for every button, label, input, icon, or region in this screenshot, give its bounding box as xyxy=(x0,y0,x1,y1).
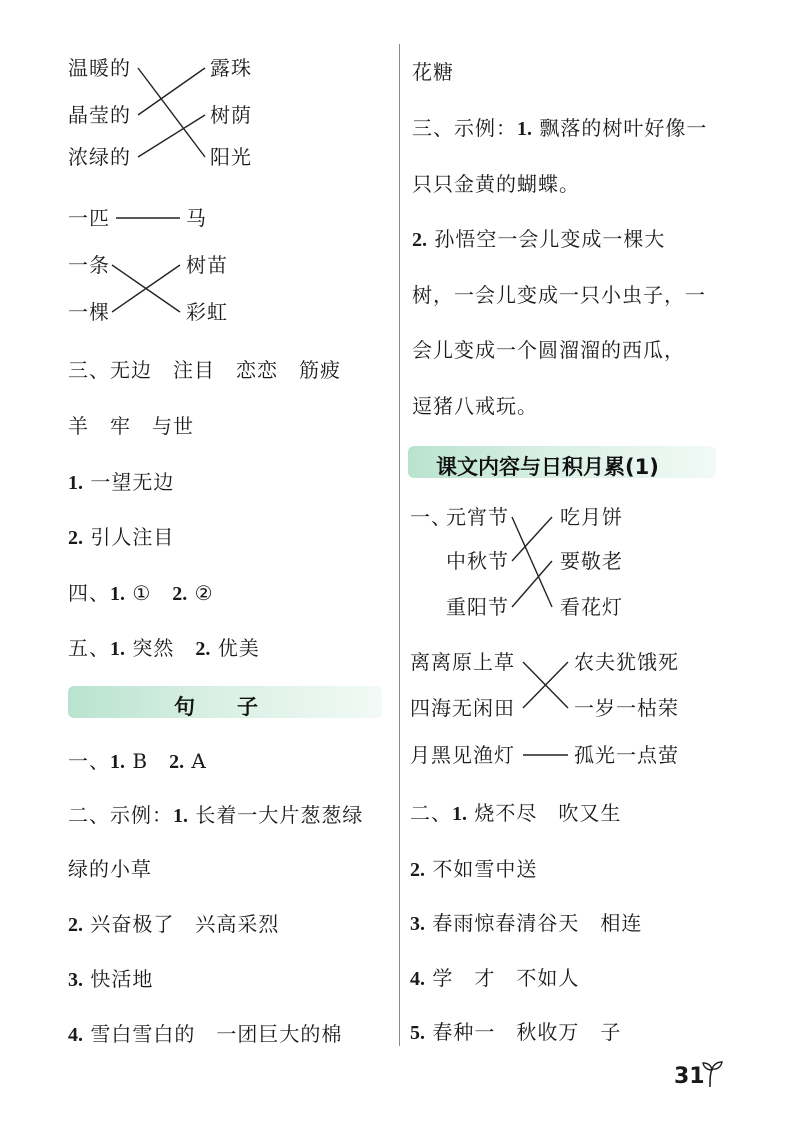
match1-right-3: 阳光 xyxy=(210,145,252,169)
item-number: 3. xyxy=(410,913,425,935)
item-number: 2. xyxy=(169,751,185,773)
banner-title: 句 子 xyxy=(174,695,258,719)
item-text: 春雨惊春清谷天 相连 xyxy=(425,911,643,935)
section-prefix: 三、示例： xyxy=(412,116,517,140)
example-line4: 树，一会儿变成一只小虫子，一 xyxy=(412,283,706,307)
match1-left-1: 温暖的 xyxy=(68,56,131,80)
item-text: 突然 xyxy=(125,636,196,660)
match3-prefix: 一、 xyxy=(410,505,452,529)
section3-item1 xyxy=(68,472,174,493)
item-number: 2. xyxy=(172,583,188,605)
item-number: 4. xyxy=(68,1024,83,1046)
item-number: 2. xyxy=(68,914,83,936)
item-text: 优美 xyxy=(210,636,260,660)
item-number: 1. xyxy=(110,583,125,605)
sentences-q2-item3 xyxy=(68,969,153,990)
sentences-q2-item2 xyxy=(68,914,279,935)
item-text: 兴奋极了 兴高采烈 xyxy=(83,912,280,936)
continuation-text: 花糖 xyxy=(412,60,454,84)
match4-right-1: 农夫犹饿死 xyxy=(574,650,679,674)
sentences-q2-line1 xyxy=(68,805,363,826)
match-line xyxy=(523,662,568,708)
item-number: 1. xyxy=(173,805,188,827)
item-number: 2. xyxy=(410,859,425,881)
item-text: 长着一大片葱葱绿 xyxy=(188,803,364,827)
item-text: 飘落的树叶好像一 xyxy=(532,116,708,140)
item-number: 1. xyxy=(110,638,125,660)
match3-left-1: 元宵节 xyxy=(446,505,509,529)
match1-right-2: 树荫 xyxy=(210,103,252,127)
match4-right-2: 一岁一枯荣 xyxy=(574,696,679,720)
match1-left-3: 浓绿的 xyxy=(68,145,131,169)
item-text: 学 才 不如人 xyxy=(425,966,580,990)
match4-left-3: 月黑见渔灯 xyxy=(410,743,515,767)
match1-left-2: 晶莹的 xyxy=(68,103,131,127)
item-number: 1. xyxy=(68,472,83,494)
item-number: 1. xyxy=(517,118,532,140)
poem-q2-item5 xyxy=(410,1022,621,1043)
item-text: 春种一 秋收万 子 xyxy=(425,1020,622,1044)
match-line xyxy=(138,115,205,157)
section-prefix: 二、 xyxy=(410,801,452,825)
section-prefix: 四、 xyxy=(68,581,110,605)
match2-left-3: 一棵 xyxy=(68,300,110,324)
match2-right-3: 彩虹 xyxy=(186,300,228,324)
example-item2 xyxy=(412,229,665,250)
section-banner-lesson-content xyxy=(408,446,716,478)
item-text: 一望无边 xyxy=(83,470,175,494)
section3-line1: 三、无边 注目 恋恋 筋疲 xyxy=(68,358,341,382)
example-line1 xyxy=(412,118,707,139)
match-line xyxy=(523,662,568,708)
sentences-q2-item4 xyxy=(68,1024,342,1045)
match4-left-2: 四海无闲田 xyxy=(410,696,515,720)
match1-right-1: 露珠 xyxy=(210,56,252,80)
item-text: 不如雪中送 xyxy=(425,857,538,881)
item-text: ① xyxy=(125,581,173,605)
item-number: 2. xyxy=(195,638,211,660)
example-line5: 会儿变成一个圆溜溜的西瓜， xyxy=(412,338,685,362)
section4-line xyxy=(68,583,214,604)
item-text: 引人注目 xyxy=(83,525,175,549)
match-line xyxy=(138,68,205,157)
item-number: 5. xyxy=(410,1022,425,1044)
section-prefix: 二、示例： xyxy=(68,803,173,827)
item-text: 快活地 xyxy=(83,967,154,991)
section-prefix: 五、 xyxy=(68,636,110,660)
item-text: A xyxy=(184,749,207,773)
match3-left-3: 重阳节 xyxy=(446,595,509,619)
match2-right-1: 马 xyxy=(186,206,207,230)
item-text: ② xyxy=(187,581,214,605)
sprout-icon xyxy=(701,1060,723,1088)
poem-q2-item3 xyxy=(410,913,642,934)
match-line xyxy=(512,517,552,561)
item-text: 孙悟空一会儿变成一棵大 xyxy=(427,227,666,251)
section-banner-sentences xyxy=(68,686,382,718)
section-prefix: 一、 xyxy=(68,749,110,773)
item-number: 3. xyxy=(68,969,83,991)
match2-right-2: 树苗 xyxy=(186,253,228,277)
item-number: 4. xyxy=(410,968,425,990)
column-divider xyxy=(399,44,400,1046)
poem-q2-item4 xyxy=(410,968,579,989)
item-text: 雪白雪白的 一团巨大的棉 xyxy=(83,1022,343,1046)
example-line6: 逗猪八戒玩。 xyxy=(412,394,538,418)
item-number: 2. xyxy=(412,229,427,251)
match-line xyxy=(512,517,552,607)
item-number: 2. xyxy=(68,527,83,549)
match2-left-2: 一条 xyxy=(68,253,110,277)
item-text: B xyxy=(125,749,170,773)
item-number: 1. xyxy=(452,803,467,825)
match-line xyxy=(112,265,180,312)
match2-left-1: 一匹 xyxy=(68,206,110,230)
match3-right-3: 看花灯 xyxy=(560,595,623,619)
poem-q2-item2 xyxy=(410,859,537,880)
section5-line xyxy=(68,638,260,659)
match-line xyxy=(512,561,552,607)
banner-title: 课文内容与日积月累(1) xyxy=(436,455,659,479)
match-line xyxy=(138,68,205,115)
section3-line2: 羊 牢 与世 xyxy=(68,414,194,438)
match4-right-3: 孤光一点萤 xyxy=(574,743,679,767)
page-number: 31 xyxy=(674,1064,705,1089)
match4-left-1: 离离原上草 xyxy=(410,650,515,674)
example-line2: 只只金黄的蝴蝶。 xyxy=(412,172,580,196)
item-text: 烧不尽 吹又生 xyxy=(467,801,622,825)
match3-left-2: 中秋节 xyxy=(446,549,509,573)
sentences-q2-line2: 绿的小草 xyxy=(68,857,152,881)
poem-q2-item1 xyxy=(410,803,621,824)
match3-right-2: 要敬老 xyxy=(560,549,623,573)
match-line xyxy=(112,265,180,312)
item-number: 1. xyxy=(110,751,125,773)
sentences-q1 xyxy=(68,751,207,772)
match3-right-1: 吃月饼 xyxy=(560,505,623,529)
section3-item2 xyxy=(68,527,174,548)
